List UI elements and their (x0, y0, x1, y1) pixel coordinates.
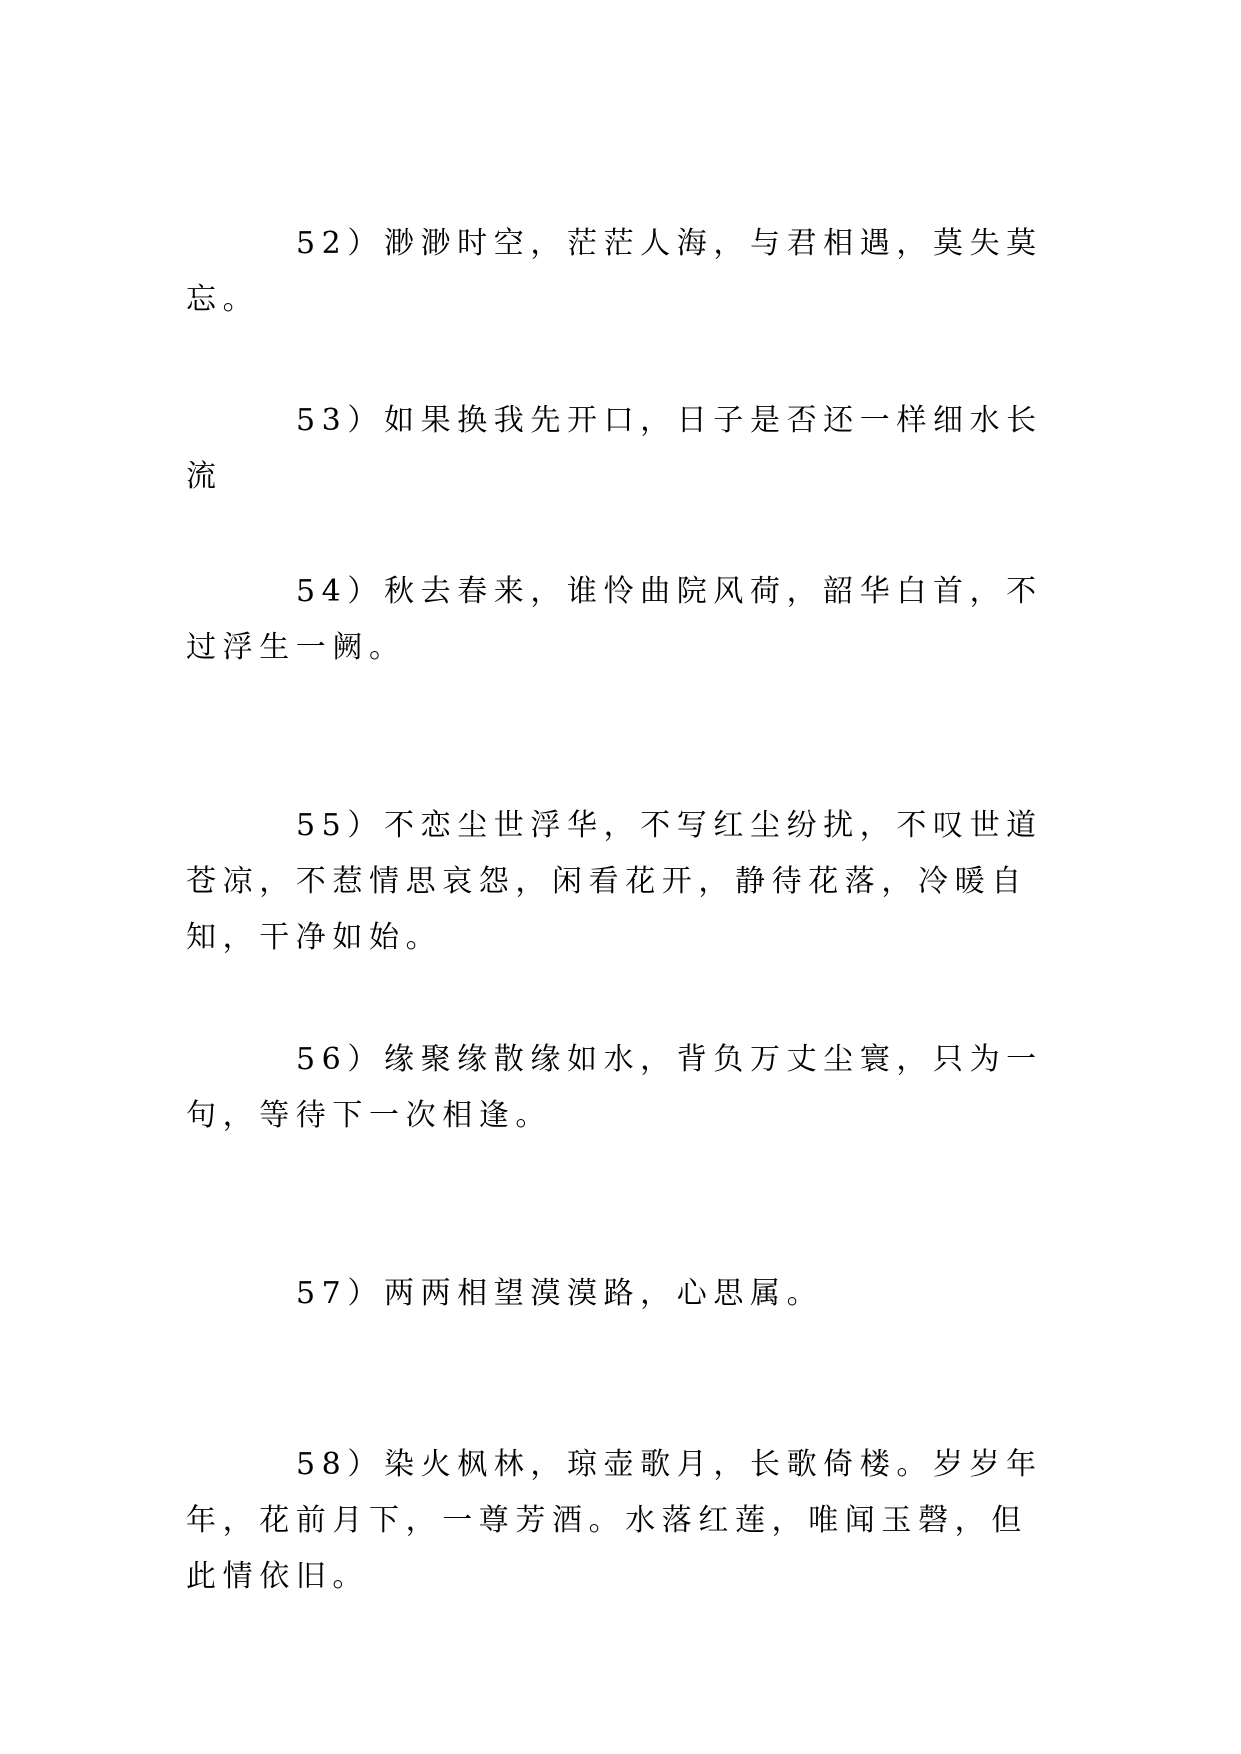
entry-53: 53）如果换我先开口，日子是否还一样细水长流 (186, 403, 1043, 494)
entry-55: 55）不恋尘世浮华，不写红尘纷扰，不叹世道苍凉，不惹情思哀怨，闲看花开，静待花落，冷暖自知，干净如始。 (186, 808, 1043, 955)
entry-52: 52）渺渺时空，茫茫人海，与君相遇，莫失莫忘。 (186, 226, 1043, 317)
entry-57: 57）两两相望漠漠路，心思属。 (296, 1276, 824, 1311)
entry-54: 54）秋去春来，谁怜曲院风荷，韶华白首，不过浮生一阙。 (186, 574, 1043, 665)
entry-58: 58）染火枫林，琼壶歌月，长歌倚楼。岁岁年年，花前月下，一尊芳酒。水落红莲，唯闻玉磬，但此情依旧。 (186, 1447, 1043, 1594)
entry-56: 56）缘聚缘散缘如水，背负万丈尘寰，只为一句，等待下一次相逢。 (186, 1042, 1043, 1133)
